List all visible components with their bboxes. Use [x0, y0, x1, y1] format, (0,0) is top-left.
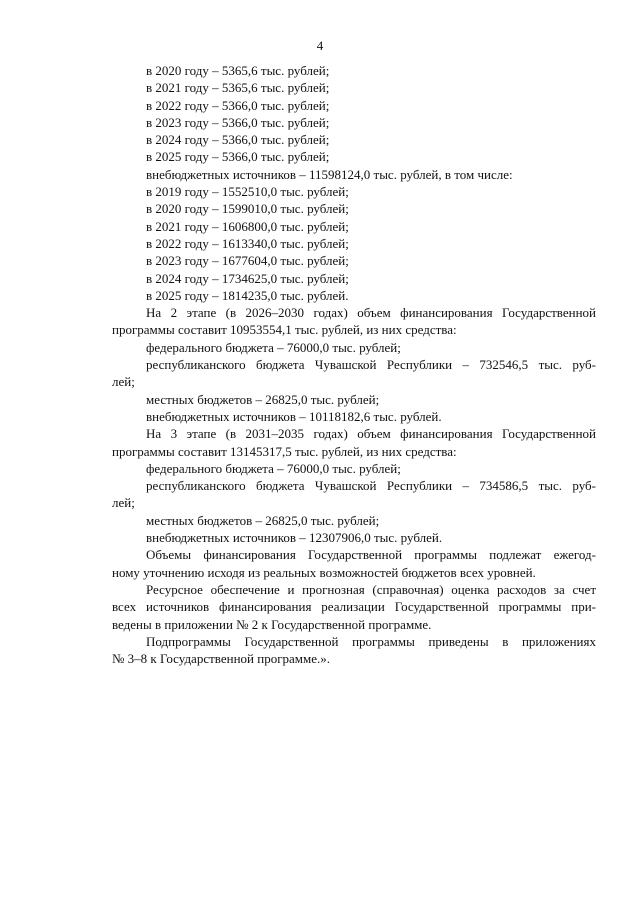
text-line: местных бюджетов – 26825,0 тыс. рублей;	[146, 512, 380, 528]
text-line: ному уточнению исходя из реальных возможностей бюджетов всех уровней.	[112, 564, 536, 580]
text-line: Подпрограммы Государственной программы приведены в приложениях	[146, 633, 596, 649]
text-line: всех источников финансирования реализации Государственной программы при-	[112, 599, 596, 615]
text-line: внебюджетных источников – 12307906,0 тыс. рублей.	[146, 530, 443, 546]
document-body	[112, 62, 596, 667]
text-line: в 2022 году – 1613340,0 тыс. рублей;	[146, 235, 349, 251]
text-line: № 3–8 к Государственной программе.».	[112, 651, 331, 667]
text-line: программы составит 13145317,5 тыс. рублей, из них средства:	[112, 443, 457, 459]
text-line: внебюджетных источников – 10118182,6 тыс. рублей.	[146, 408, 442, 424]
text-line: республиканского бюджета Чувашской Республики – 734586,5 тыс. руб-	[146, 478, 596, 494]
text-line: Объемы финансирования Государственной программы подлежат ежегод-	[146, 547, 596, 563]
text-line: в 2023 году – 1677604,0 тыс. рублей;	[146, 253, 349, 269]
text-line: На 3 этапе (в 2031–2035 годах) объем финансирования Государственной	[146, 426, 596, 442]
text-line: в 2024 году – 5366,0 тыс. рублей;	[146, 132, 330, 148]
text-line: в 2025 году – 1814235,0 тыс. рублей.	[146, 287, 349, 303]
text-line: в 2019 году – 1552510,0 тыс. рублей;	[146, 184, 349, 200]
text-line: местных бюджетов – 26825,0 тыс. рублей;	[146, 391, 380, 407]
text-line: в 2024 году – 1734625,0 тыс. рублей;	[146, 270, 349, 286]
text-line: в 2025 году – 5366,0 тыс. рублей;	[146, 149, 330, 165]
text-line: в 2021 году – 5365,6 тыс. рублей;	[146, 80, 330, 96]
text-line: в 2023 году – 5366,0 тыс. рублей;	[146, 114, 330, 130]
text-line: Ресурсное обеспечение и прогнозная (справочная) оценка расходов за счет	[146, 581, 596, 597]
text-line: внебюджетных источников – 11598124,0 тыс. рублей, в том числе:	[146, 166, 513, 182]
text-line: федерального бюджета – 76000,0 тыс. рублей;	[146, 339, 401, 355]
text-line: лей;	[112, 374, 135, 390]
text-line: в 2020 году – 1599010,0 тыс. рублей;	[146, 201, 349, 217]
page-number: 4	[316, 38, 324, 53]
text-line: лей;	[112, 495, 135, 511]
text-line: программы составит 10953554,1 тыс. рублей, из них средства:	[112, 322, 457, 338]
text-line: На 2 этапе (в 2026–2030 годах) объем финансирования Государственной	[146, 305, 596, 321]
text-line: в 2021 году – 1606800,0 тыс. рублей;	[146, 218, 349, 234]
text-line: ведены в приложении № 2 к Государственной программе.	[112, 616, 432, 632]
text-line: республиканского бюджета Чувашской Республики – 732546,5 тыс. руб-	[146, 357, 596, 373]
text-line: в 2020 году – 5365,6 тыс. рублей;	[146, 63, 330, 78]
text-line: федерального бюджета – 76000,0 тыс. рублей;	[146, 460, 401, 476]
text-line: в 2022 году – 5366,0 тыс. рублей;	[146, 97, 330, 113]
